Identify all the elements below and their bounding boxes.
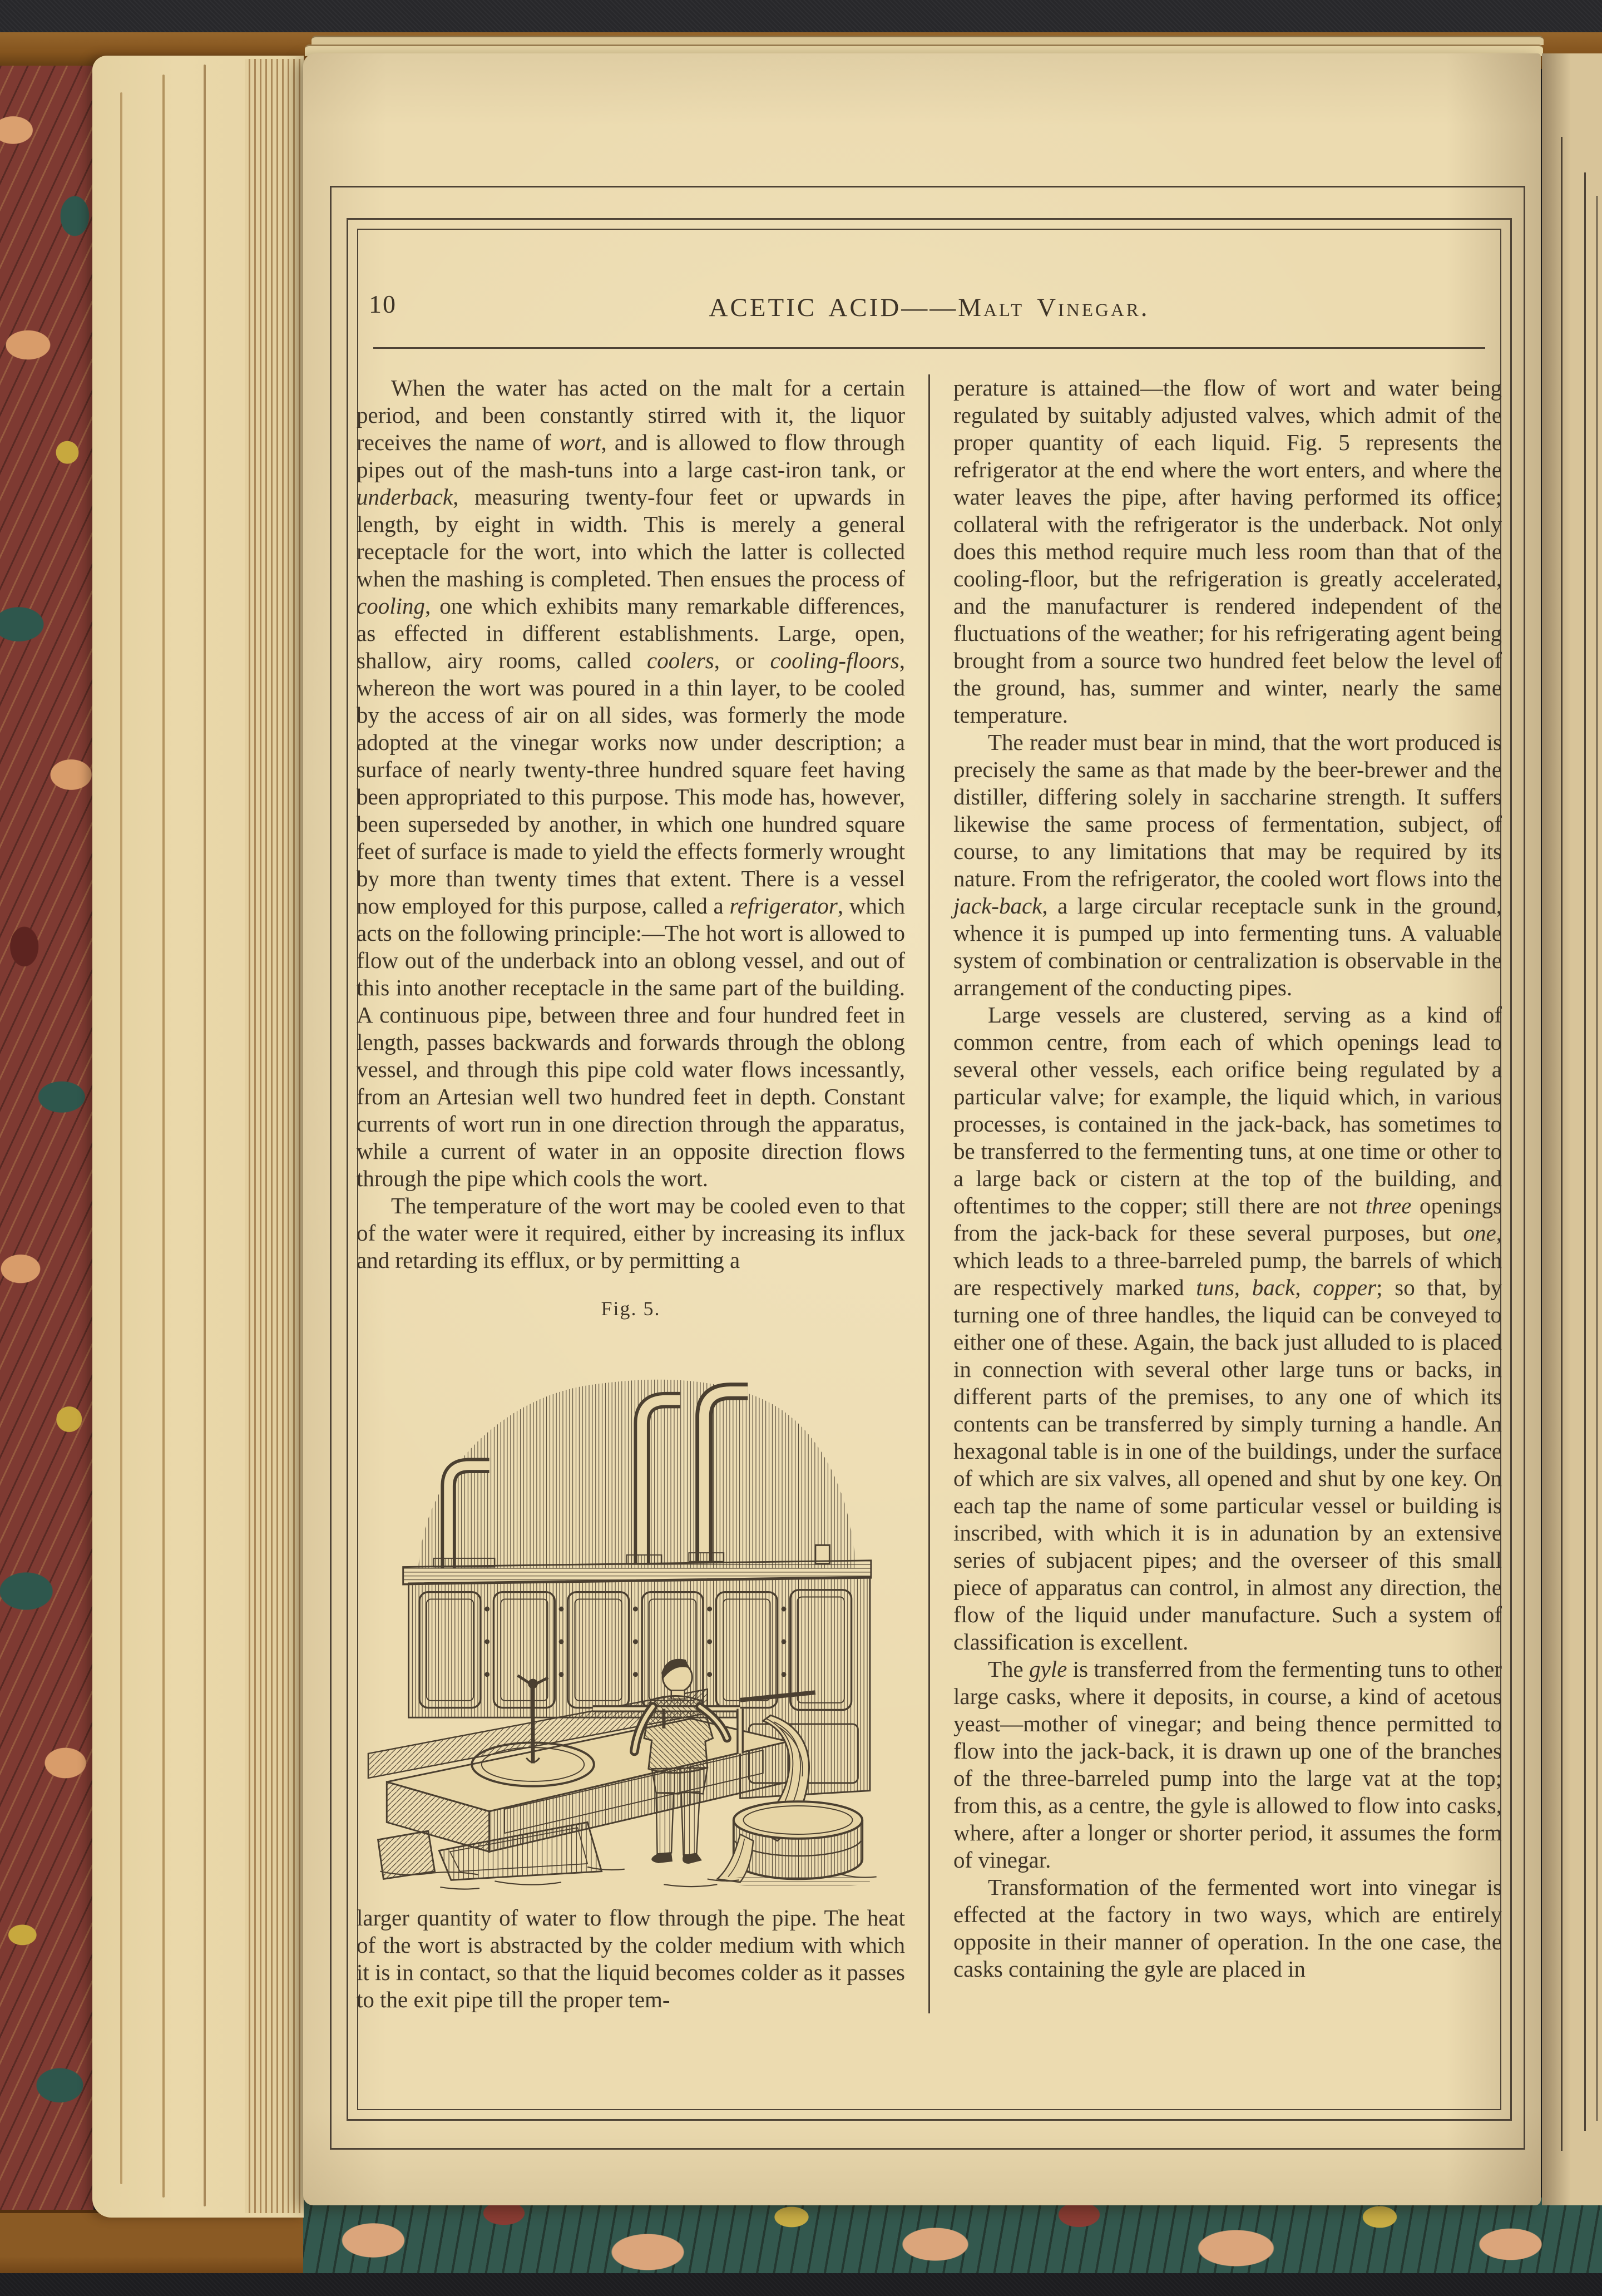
left-column-upper-paragraphs bbox=[357, 374, 905, 1274]
right-column bbox=[953, 374, 1502, 2013]
body-text: , or bbox=[714, 648, 770, 673]
right-column-paragraphs bbox=[953, 374, 1502, 1983]
page-number: 10 bbox=[369, 290, 397, 318]
italic-text: cooling-floors bbox=[770, 648, 899, 673]
paragraph bbox=[953, 374, 1502, 729]
paragraph bbox=[357, 374, 905, 1192]
italic-text: three bbox=[1365, 1193, 1412, 1218]
sheet-edge-top bbox=[312, 36, 1544, 45]
sheet-edge-line bbox=[162, 75, 165, 2198]
italic-text: one bbox=[1463, 1220, 1496, 1246]
round-tub bbox=[717, 1801, 870, 1888]
italic-text: cooling bbox=[357, 593, 425, 619]
body-text: , measuring twenty-four feet or upwards in length, by eight in width. This is merely a general receptacle for the wort, into which the latter is collected when the mashing is completed. Then ensues the process of bbox=[357, 484, 905, 591]
body-text: larger quantity of water to flow through the pipe. The heat of the wort is abstracted by the colder medium with which it is in contact, so that the liquid becomes colder as it passes to the exit pipe till the proper tem- bbox=[357, 1905, 905, 2012]
marbled-endpaper-left bbox=[0, 66, 93, 2214]
paragraph bbox=[357, 1192, 905, 1274]
italic-text: coolers bbox=[647, 648, 714, 673]
book-cover-cloth-bottom bbox=[0, 2273, 1602, 2296]
paragraph bbox=[953, 1656, 1502, 1874]
paragraph bbox=[953, 1874, 1502, 1983]
body-text: , one which exhibits many remarkable differences, as effected in different establishments. Large, open, shallow, airy rooms, called bbox=[357, 593, 905, 673]
body-text: , which acts on the following principle:—The hot wort is allowed to flow out of the underback into an oblong vessel, and out of this into another receptacle in the same part of the building. A continuous pipe, between three and four hundred feet in length, passes backwards and forwards through the oblong vessel, and through this pipe cold water flows incessantly, from an Artesian well two hundred feet in depth. Constant currents of wort run in one direction through the apparatus, while a current of water in an opposite direction flows through the pipe which cools the wort. bbox=[357, 893, 905, 1191]
column-divider-rule bbox=[928, 374, 930, 2013]
running-title-subject: ACETIC ACID bbox=[709, 293, 902, 322]
paragraph bbox=[357, 1904, 905, 2013]
body-text: , which leads to a three-barreled pump, the barrels of which are respectively marked bbox=[953, 1220, 1502, 1300]
figure-5-engraving bbox=[357, 1334, 905, 1890]
body-text: , whereon the wort was poured in a thin layer, to be cooled by the access of air on all sides, was formerly the mode adopted at the vinegar works now under description; a surface of nearly twenty-three hundred square feet having been appropriated to this purpose. This mode has, however, been superseded by another, in which one hundred square feet of surface is made to yield the effects formerly wrought by more than twenty times that extent. There is a vessel now employed for this purpose, called a bbox=[357, 648, 906, 919]
italic-text: gyle bbox=[1029, 1656, 1067, 1682]
body-text: The temperature of the wort may be cooled even to that of the water were it required, either by increasing its influx and retarding its efflux, or by permitting a bbox=[357, 1193, 905, 1273]
body-text: is transferred from the fermenting tuns to other large casks, where it deposits, in course, a kind of acetous yeast—mother of vinegar; and being thence permitted to flow into the jack-back, it is drawn up one of the branches of the three-barreled pump into the large vat at the top; from this, as a centre, the gyle is allowed to flow into casks, where, after a longer or shorter period, it assumes the form of vinegar. bbox=[953, 1656, 1502, 1873]
facing-page-edge bbox=[1542, 53, 1602, 2205]
figure-caption: Fig. 5. bbox=[601, 1297, 661, 1320]
header-rule bbox=[373, 347, 1485, 349]
running-title bbox=[357, 293, 1502, 323]
italic-text: refrigerator bbox=[729, 893, 838, 919]
body-text: Large vessels are clustered, serving as a kind of common centre, from each of which openings lead to several other vessels, each orifice being regulated by a particular valve; for example, the liquid which, in various processes, is contained in the jack-back, has sometimes to be transferred to the fermenting tuns, at one time or other to a large back or cistern at the top of the building, and oftentimes to the copper; still there are not bbox=[953, 1002, 1502, 1218]
body-text: , and is allowed to flow through pipes out of the mash-tuns into a large cast-iron tank, or bbox=[357, 429, 906, 482]
italic-text: tuns, back, copper bbox=[1196, 1275, 1377, 1300]
marbled-endpaper-bottom bbox=[295, 2198, 1602, 2275]
body-text: perature is attained—the flow of wort and water being regulated by suitably adjusted valves, which admit of the proper quantity of each liquid. Fig. 5 represents the refrigerator at the end where the wort enters, and where the water leaves the pipe, after having performed its office; collateral with the refrigerator is the underback. Not only does this method require much less room than that of the cooling-floor, but the refrigeration is greatly accelerated, and the manufacturer is rendered independent of the fluctuations of the weather; for his refrigerating agent being brought from a source two hundred feet below the level of the ground, has, summer and winter, nearly the same temperature. bbox=[953, 375, 1502, 728]
body-text: Transformation of the fermented wort into vinegar is effected at the factory in two ways, which are entirely opposite in their manner of operation. In the one case, the casks containing the gyle are placed in bbox=[953, 1874, 1502, 1982]
page-content bbox=[357, 231, 1502, 2111]
paragraph bbox=[953, 1001, 1502, 1656]
book-cover-cloth-top bbox=[0, 0, 1602, 32]
book-page bbox=[303, 53, 1541, 2205]
sheet-edge-line bbox=[204, 65, 206, 2206]
page-edge-stripes bbox=[245, 59, 304, 2213]
figure-5 bbox=[357, 1295, 905, 1890]
italic-text: underback bbox=[357, 484, 453, 510]
two-column-text bbox=[357, 374, 1502, 2013]
page-header bbox=[357, 231, 1502, 328]
body-text: , a large circular receptacle sunk in the ground, whence it is pumped up into fermenting tuns. A valuable system of combination or centralization is observable in the arrangement of the conducting pipes. bbox=[953, 893, 1502, 1000]
italic-text: jack-back bbox=[953, 893, 1042, 919]
paragraph bbox=[953, 729, 1502, 1001]
italic-text: wort bbox=[559, 429, 601, 455]
page-edge-stack bbox=[92, 56, 304, 2218]
body-text: openings from the jack-back for these several purposes, but bbox=[953, 1193, 1502, 1246]
running-title-section: Malt Vinegar. bbox=[958, 293, 1150, 322]
body-text: When the water has acted on the malt for a certain period, and been constantly stirred with it, the liquor receives the name of bbox=[357, 375, 905, 455]
body-text: The reader must bear in mind, that the wort produced is precisely the same as that made by the beer-brewer and the distiller, differing solely in saccharine strength. It suffers likewise the same process of fermentation, subject, of course, to any limitations that may be required by its nature. From the refrigerator, the cooled wort flows into the bbox=[953, 729, 1502, 891]
left-column bbox=[357, 374, 905, 2013]
running-title-separator: —— bbox=[901, 293, 958, 322]
leather-binding-bottom bbox=[0, 2210, 303, 2277]
body-text: The bbox=[988, 1656, 1030, 1682]
left-column-lower-paragraphs bbox=[357, 1904, 905, 2013]
sheet-edge-line bbox=[120, 92, 122, 2184]
body-text: ; so that, by turning one of three handles, the liquid can be conveyed to either one of these. Again, the back just alluded to is placed in connection with several other large tuns or backs, in different parts of the premises, to any one of which its contents can be transferred by simply turning a handle. An hexagonal table is in one of the buildings, under the surface of which are six valves, all opened and shut by one key. On each tap the name of some particular vessel or building is inscribed, with which it is in adunation by an extensive series of subjacent pipes; and the overseer of this small piece of apparatus can control, in almost any direction, the flow of the liquid under manufacture. Such a system of classification is excellent. bbox=[953, 1275, 1502, 1655]
